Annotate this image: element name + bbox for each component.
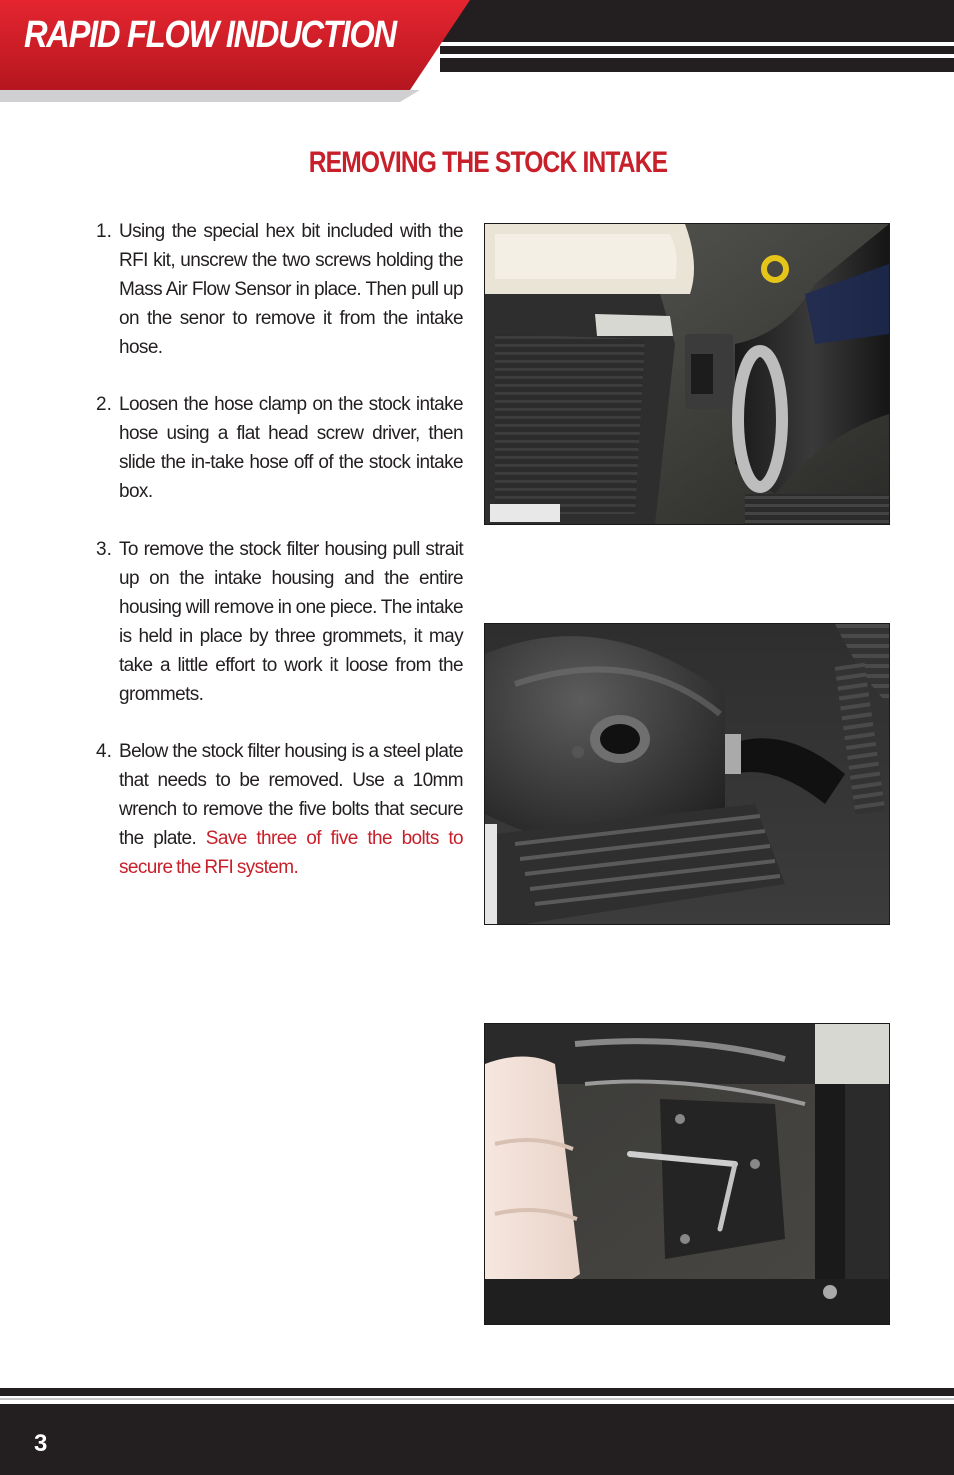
section-title: REMOVING THE STOCK INTAKE — [308, 146, 668, 179]
step-number: 3. — [96, 539, 112, 560]
step-text: Loosen the hose clamp on the stock intake hose using a flat head screw driver, then slide the in-take hose off of the stock intake box. — [119, 394, 463, 502]
step-text-main: Below the stock filter housing is a steel plate that needs to be removed. Use a 10mm wrench to remove the five bolts that secure the plate. — [119, 741, 463, 849]
page-footer — [0, 1404, 954, 1475]
step-4 — [96, 737, 463, 882]
photo-steel-plate-removal — [484, 1023, 890, 1325]
photo-maf-sensor-intake-hose — [484, 223, 890, 525]
header-title: RAPID FLOW INDUCTION — [24, 14, 396, 56]
step-number: 1. — [96, 221, 112, 242]
step-number: 4. — [96, 741, 112, 762]
footer-stripe — [0, 1388, 954, 1396]
step-text: Using the special hex bit included with the RFI kit, unscrew the two screws holding the Mass Air Flow Sensor in place. Then pull up on the senor to remove it from the intake hose. — [119, 221, 463, 358]
page-header — [0, 0, 954, 102]
footer-stripe-light — [0, 1398, 954, 1400]
page-number: 3 — [34, 1430, 48, 1457]
step-text: To remove the stock filter housing pull strait up on the intake housing and the entire housing will remove in one piece. The intake is held in place by three grommets, it may take a little effort to work it loose from the grommets. — [119, 539, 463, 705]
step-note: Save three of five the bolts to secure the RFI system. — [119, 828, 464, 878]
step-text — [119, 737, 463, 882]
step-2 — [96, 390, 463, 506]
step-3 — [96, 535, 463, 709]
step-1 — [96, 217, 463, 362]
step-number: 2. — [96, 394, 112, 415]
photo-intake-hose-removed — [484, 623, 890, 925]
